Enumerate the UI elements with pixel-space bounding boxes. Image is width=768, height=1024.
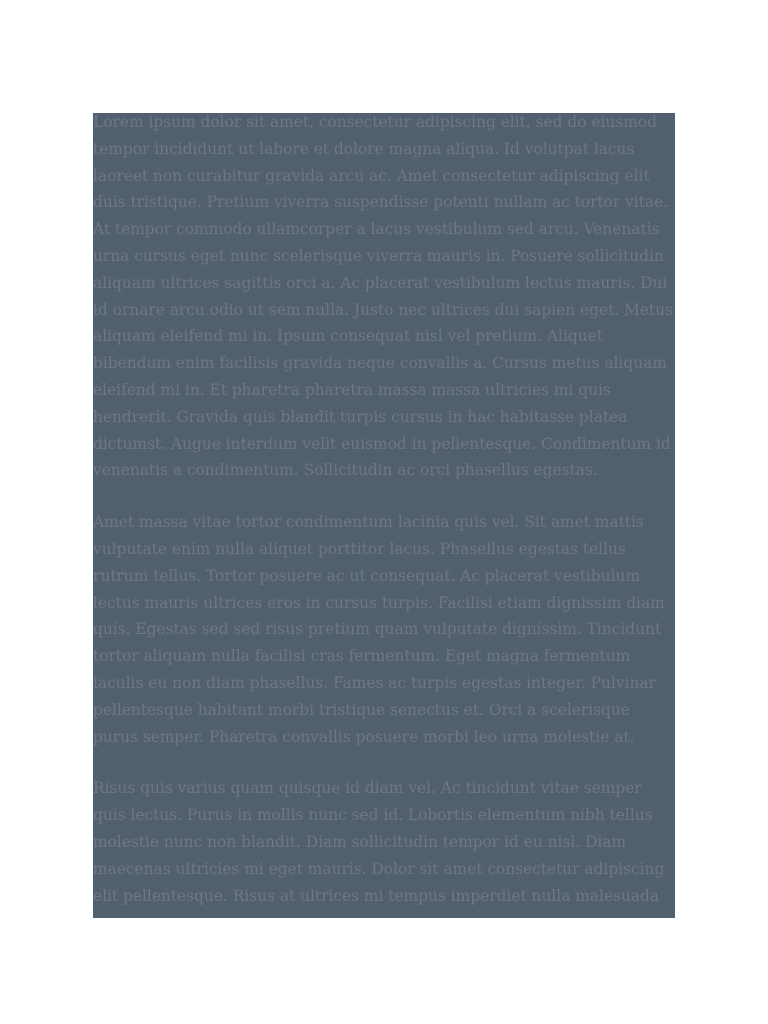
text-panel — [93, 113, 675, 918]
paragraph-1: Lorem ipsum dolor sit amet, consectetur adipiscing elit, sed do eiusmod tempor incididunt ut labore et dolore magna aliqua. Id volutpat lacus laoreet non curabitur gravida arcu ac. Amet consectetur adipiscing elit duis tristique. Pretium viverra suspendisse potenti nullam ac tortor vitae. At tempor commodo ullamcorper a lacus vestibulum sed arcu. Venenatis urna cursus eget nunc scelerisque viverra mauris in. Posuere sollicitudin aliquam ultrices sagittis orci a. Ac placerat vestibulum lectus mauris. Dui id ornare arcu odio ut sem nulla. Justo nec ultrices dui sapien eget. Metus aliquam eleifend mi in. Ipsum consequat nisl vel pretium. Aliquet bibendum enim facilisis gravida neque convallis a. Cursus metus aliquam eleifend mi in. Et pharetra pharetra massa massa ultricies mi quis hendrerit. Gravida quis blandit turpis cursus in hac habitasse platea dictumst. Augue interdum velit euismod in pellentesque. Condimentum id venenatis a condimentum. Sollicitudin ac orci phasellus egestas. — [93, 113, 673, 480]
paragraph-2: Amet massa vitae tortor condimentum lacinia quis vel. Sit amet mattis vulputate enim nulla aliquet porttitor lacus. Phasellus egestas tellus rutrum tellus. Tortor posuere ac ut consequat. Ac placerat vestibulum lectus mauris ultrices eros in cursus turpis. Facilisi etiam dignissim diam quis. Egestas sed sed risus pretium quam vulputate dignissim. Tincidunt tortor aliquam nulla facilisi cras fermentum. Eget magna fermentum iaculis eu non diam phasellus. Fames ac turpis egestas integer. Pulvinar pellentesque habitant morbi tristique senectus et. Orci a scelerisque purus semper. Pharetra convallis posuere morbi leo urna molestie at. — [93, 513, 665, 746]
paragraph-3: Risus quis varius quam quisque id diam vel. Ac tincidunt vitae semper quis lectus. Purus in mollis nunc sed id. Lobortis elementum nibh tellus molestie nunc non blandit. Diam sollicitudin tempor id eu nisl. Diam maecenas ultricies mi eget mauris. Dolor sit amet consectetur adipiscing elit pellentesque. Risus at ultrices mi tempus imperdiet nulla malesuada — [93, 779, 665, 905]
